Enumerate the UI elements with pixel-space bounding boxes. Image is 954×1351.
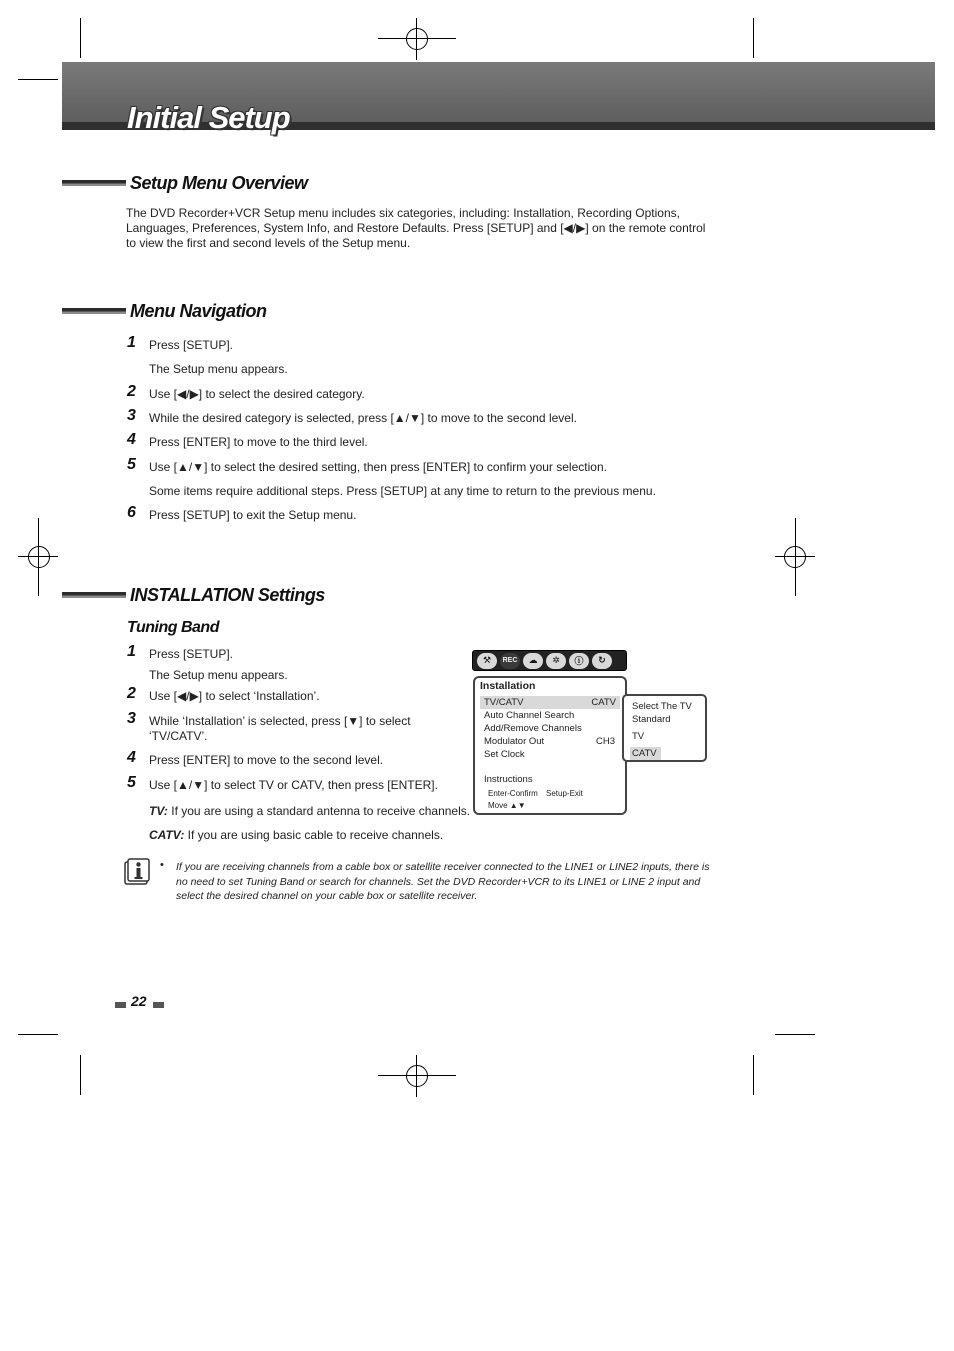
section-title-installation: INSTALLATION Settings	[130, 585, 325, 605]
osd-item-label: Modulator Out	[484, 736, 545, 747]
crop-mark	[18, 1034, 58, 1035]
step-note: Some items require additional steps. Press [SETUP] at any time to return to the previous menu.	[149, 484, 656, 498]
osd-option-tv: TV	[632, 731, 645, 742]
osd-item-value: CATV	[591, 697, 616, 708]
preferences-icon: ✲	[546, 653, 566, 669]
osd-item-label: TV/CATV	[484, 697, 524, 708]
note-text: If you are receiving channels from a cable box or satellite receiver connected to the LINE1 or LINE2 inputs, there is no need to set Tuning Band or search for channels. Set the DVD Recorder+VCR to its LINE1 or LINE 2 input and select the desired channel on your cable box or satellite receiver.	[176, 861, 710, 902]
crop-mark	[378, 38, 456, 39]
registration-mark	[28, 546, 50, 568]
osd-item-label: Set Clock	[484, 749, 525, 760]
osd-menu-title: Installation	[480, 680, 536, 692]
step-number: 3	[127, 407, 136, 424]
section-bar	[62, 308, 126, 314]
step-number: 1	[127, 643, 136, 660]
crop-mark	[18, 79, 58, 80]
section-bar	[62, 592, 126, 598]
crop-mark	[416, 18, 417, 60]
osd-submenu-title-line1: Select The TV	[632, 701, 692, 712]
osd-main-menu	[473, 676, 627, 815]
osd-submenu-title-line2: Standard	[632, 714, 671, 725]
info-icon: ⓘ	[569, 653, 589, 669]
registration-mark	[406, 28, 428, 50]
step-number: 4	[127, 431, 136, 448]
catv-label: CATV:	[149, 828, 185, 842]
tv-label: TV:	[149, 804, 168, 818]
crop-mark	[378, 1075, 456, 1076]
step-note: The Setup menu appears.	[149, 362, 288, 376]
crop-mark	[80, 18, 81, 58]
step-number: 2	[127, 685, 136, 702]
osd-move: Move ▲▼	[488, 801, 526, 810]
page-number-marker	[115, 1002, 126, 1008]
catv-description: If you are using basic cable to receive channels.	[187, 828, 444, 842]
step-number: 5	[127, 456, 136, 473]
step-text: While ‘Installation’ is selected, press [▼] to select	[149, 714, 411, 728]
note-bullet: •	[160, 859, 164, 871]
tv-definition	[149, 804, 470, 819]
osd-item-label: Add/Remove Channels	[484, 723, 582, 734]
step-text: Use [◀/▶] to select the desired category.	[149, 387, 365, 401]
crop-mark	[80, 1055, 81, 1095]
step-text: Press [SETUP].	[149, 338, 234, 352]
step-note: The Setup menu appears.	[149, 668, 288, 682]
info-note-icon	[124, 857, 150, 885]
crop-mark	[795, 518, 796, 596]
osd-instructions-label: Instructions	[484, 774, 533, 785]
rec-icon: REC	[500, 653, 520, 669]
osd-item-value: CH3	[595, 736, 615, 747]
section-title-navigation: Menu Navigation	[130, 301, 267, 321]
language-icon: ☁	[523, 653, 543, 669]
step-text-continued: ‘TV/CATV’.	[149, 729, 208, 743]
step-text: While the desired category is selected, press [▲/▼] to move to the second level.	[149, 411, 577, 425]
tv-description: If you are using a standard antenna to receive channels.	[171, 804, 471, 818]
registration-mark	[406, 1065, 428, 1087]
subsection-title-tuning-band: Tuning Band	[127, 619, 219, 636]
page-number: 22	[131, 993, 147, 1009]
step-text: Use [▲/▼] to select the desired setting, then press [ENTER] to confirm your selection.	[149, 460, 607, 474]
page-title: Initial Setup	[127, 100, 290, 135]
crop-mark	[775, 1034, 815, 1035]
installation-icon: ⚒	[477, 653, 497, 669]
step-text: Press [ENTER] to move to the third level.	[149, 435, 368, 449]
step-text: Use [◀/▶] to select ‘Installation’.	[149, 689, 320, 703]
step-number: 6	[127, 504, 136, 521]
step-number: 3	[127, 710, 136, 727]
section-bar	[62, 180, 126, 186]
osd-option-catv: CATV	[632, 748, 657, 759]
crop-mark	[753, 18, 754, 58]
step-number: 4	[127, 749, 136, 766]
step-text: Press [SETUP].	[149, 647, 234, 661]
crop-mark	[38, 518, 39, 596]
catv-definition	[149, 828, 443, 843]
crop-mark	[416, 1055, 417, 1097]
step-number: 2	[127, 383, 136, 400]
step-number: 5	[127, 774, 136, 791]
page-number-marker	[153, 1002, 164, 1008]
step-text: Press [SETUP] to exit the Setup menu.	[149, 508, 357, 522]
step-text: Press [ENTER] to move to the second level.	[149, 753, 384, 767]
osd-category-bar	[472, 650, 627, 671]
step-text: Use [▲/▼] to select TV or CATV, then press [ENTER].	[149, 778, 438, 792]
osd-setup-exit: Setup-Exit	[546, 789, 583, 798]
section-title-overview: Setup Menu Overview	[130, 173, 308, 193]
step-number: 1	[127, 334, 136, 351]
osd-submenu	[622, 694, 707, 762]
osd-item-label: Auto Channel Search	[484, 710, 575, 721]
osd-enter-confirm: Enter-Confirm	[488, 789, 538, 798]
crop-mark	[753, 1055, 754, 1095]
overview-paragraph: The DVD Recorder+VCR Setup menu includes six categories, including: Installation, Recording Options, Languages, Preferences, System Info, and Restore Defaults. Press [SETUP] and [◀/▶] on the remote control to view the first and second levels of the Setup menu.	[126, 206, 706, 250]
restore-icon: ↻	[592, 653, 612, 669]
